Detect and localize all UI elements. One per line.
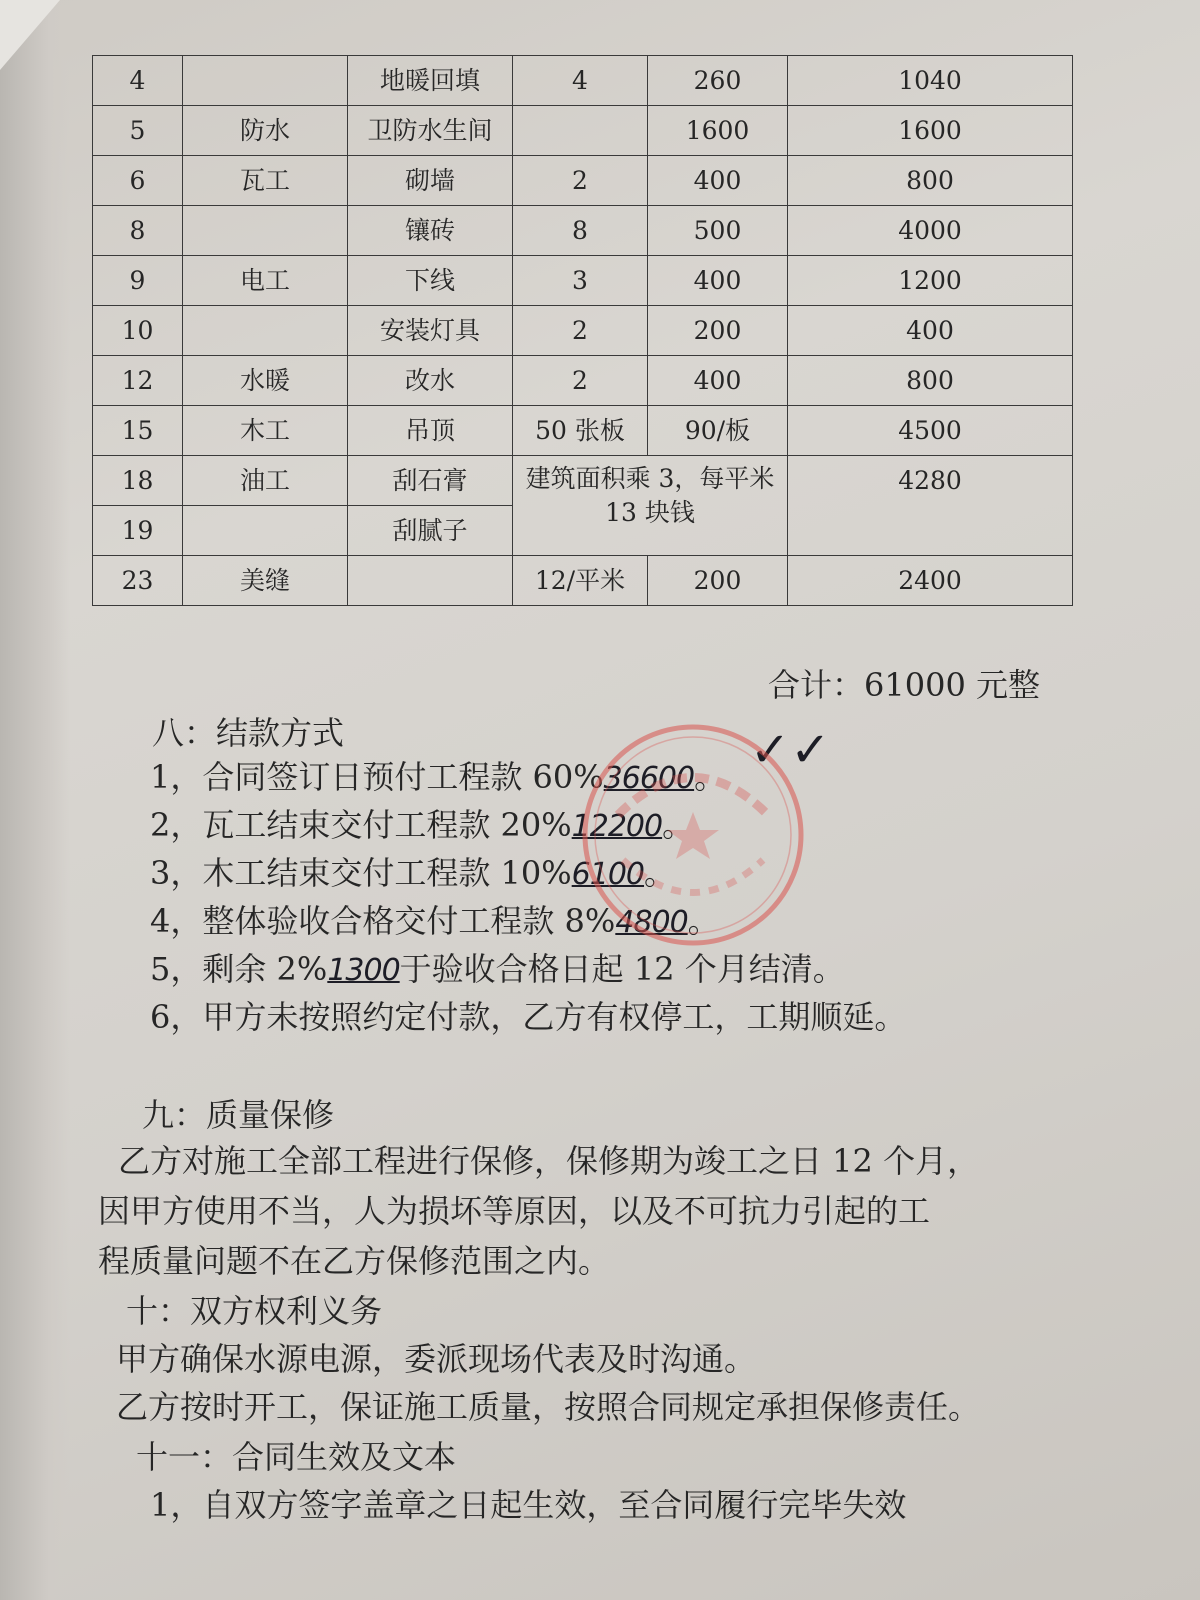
handwritten-amount: 12200 bbox=[571, 809, 663, 844]
table-row bbox=[93, 56, 1073, 106]
cell-trade: 水暖 bbox=[183, 356, 348, 406]
section-title-payment: 八：结款方式 bbox=[152, 714, 345, 752]
cell-item: 砌墙 bbox=[348, 156, 513, 206]
cell-qty: 2 bbox=[513, 306, 648, 356]
cell-item: 安装灯具 bbox=[348, 306, 513, 356]
payment-item-end: 。 bbox=[694, 758, 727, 796]
cell-price: 1600 bbox=[648, 106, 788, 156]
cell-qty: 8 bbox=[513, 206, 648, 256]
cell-qty: 4 bbox=[513, 56, 648, 106]
payment-item bbox=[150, 848, 676, 894]
payment-item-text: 1，合同签订日预付工程款 60% bbox=[150, 758, 604, 796]
cell-price: 200 bbox=[648, 556, 788, 606]
cell-item: 吊顶 bbox=[348, 406, 513, 456]
cell-qty: 3 bbox=[513, 256, 648, 306]
cell-trade bbox=[183, 506, 348, 556]
payment-item-text: 3，木工结束交付工程款 10% bbox=[150, 854, 572, 892]
cell-item: 下线 bbox=[348, 256, 513, 306]
cell-trade: 瓦工 bbox=[183, 156, 348, 206]
checkmark-icon: ✓✓ bbox=[750, 722, 831, 778]
section-title-rights: 十：双方权利义务 bbox=[126, 1292, 383, 1330]
payment-item-text: 5，剩余 2% bbox=[150, 950, 328, 988]
cell-no: 19 bbox=[93, 506, 183, 556]
cell-item: 卫防水生间 bbox=[348, 106, 513, 156]
cell-item: 镶砖 bbox=[348, 206, 513, 256]
payment-item-text: 2，瓦工结束交付工程款 20% bbox=[150, 806, 572, 844]
cell-trade bbox=[183, 56, 348, 106]
cell-trade bbox=[183, 206, 348, 256]
payment-item-end: 。 bbox=[662, 806, 695, 844]
cell-item: 刮腻子 bbox=[348, 506, 513, 556]
payment-item-end: 。 bbox=[644, 854, 677, 892]
payment-item-text: 4，整体验收合格交付工程款 8% bbox=[150, 902, 616, 940]
table-row bbox=[93, 356, 1073, 406]
cell-no: 9 bbox=[93, 256, 183, 306]
cell-qty bbox=[513, 106, 648, 156]
table-row bbox=[93, 156, 1073, 206]
table-row bbox=[93, 456, 1073, 506]
table-row bbox=[93, 106, 1073, 156]
handwritten-amount: 6100 bbox=[571, 857, 645, 892]
cell-no: 12 bbox=[93, 356, 183, 406]
cell-trade: 电工 bbox=[183, 256, 348, 306]
cell-qty: 2 bbox=[513, 356, 648, 406]
cell-no: 18 bbox=[93, 456, 183, 506]
cell-no: 4 bbox=[93, 56, 183, 106]
handwritten-amount: 4800 bbox=[615, 905, 688, 940]
cell-price: 400 bbox=[648, 356, 788, 406]
cost-table bbox=[92, 55, 1073, 606]
cell-trade: 美缝 bbox=[183, 556, 348, 606]
cell-no: 5 bbox=[93, 106, 183, 156]
cell-amount: 800 bbox=[788, 156, 1073, 206]
payment-item bbox=[150, 944, 845, 990]
payment-item bbox=[150, 992, 906, 1038]
cell-item bbox=[348, 556, 513, 606]
table-row bbox=[93, 206, 1073, 256]
handwritten-amount: 1300 bbox=[327, 953, 400, 988]
cell-qty-price-merged: 建筑面积乘 3，每平米 13 块钱 bbox=[513, 456, 788, 556]
total-amount: 合计：61000 元整 bbox=[768, 666, 1040, 704]
cell-amount: 800 bbox=[788, 356, 1073, 406]
cell-no: 10 bbox=[93, 306, 183, 356]
cell-price: 500 bbox=[648, 206, 788, 256]
payment-item-text: 6，甲方未按照约定付款，乙方有权停工，工期顺延。 bbox=[150, 998, 907, 1036]
page-shadow bbox=[0, 0, 70, 1600]
cell-qty: 12/平米 bbox=[513, 556, 648, 606]
table-row bbox=[93, 406, 1073, 456]
cell-amount: 1200 bbox=[788, 256, 1073, 306]
table-row bbox=[93, 256, 1073, 306]
cell-no: 8 bbox=[93, 206, 183, 256]
cell-amount: 4000 bbox=[788, 206, 1073, 256]
table-row bbox=[93, 556, 1073, 606]
cell-amount: 4500 bbox=[788, 406, 1073, 456]
cell-item: 刮石膏 bbox=[348, 456, 513, 506]
cell-trade: 木工 bbox=[183, 406, 348, 456]
cell-amount: 1600 bbox=[788, 106, 1073, 156]
cell-trade: 防水 bbox=[183, 106, 348, 156]
paragraph-line: 程质量问题不在乙方保修范围之内。 bbox=[98, 1242, 611, 1280]
paragraph-line: 乙方按时开工，保证施工质量，按照合同规定承担保修责任。 bbox=[116, 1388, 981, 1426]
payment-item bbox=[150, 896, 720, 942]
cell-amount: 2400 bbox=[788, 556, 1073, 606]
paragraph-line: 甲方确保水源电源，委派现场代表及时沟通。 bbox=[116, 1340, 757, 1378]
cell-trade bbox=[183, 306, 348, 356]
cell-price: 260 bbox=[648, 56, 788, 106]
cell-no: 15 bbox=[93, 406, 183, 456]
cell-trade: 油工 bbox=[183, 456, 348, 506]
page-corner bbox=[0, 0, 60, 70]
cell-item: 改水 bbox=[348, 356, 513, 406]
cell-no: 23 bbox=[93, 556, 183, 606]
paragraph-line: 乙方对施工全部工程进行保修，保修期为竣工之日 12 个月， bbox=[118, 1142, 980, 1180]
section-title-warranty: 九：质量保修 bbox=[142, 1096, 335, 1134]
cell-price: 200 bbox=[648, 306, 788, 356]
handwritten-amount: 36600 bbox=[603, 761, 695, 796]
cell-amount: 4280 bbox=[788, 456, 1073, 556]
payment-item bbox=[150, 752, 726, 798]
cell-amount: 400 bbox=[788, 306, 1073, 356]
table-row bbox=[93, 306, 1073, 356]
paragraph-line: 1，自双方签字盖章之日起生效，至合同履行完毕失效 bbox=[150, 1486, 907, 1524]
cell-qty: 50 张板 bbox=[513, 406, 648, 456]
payment-item bbox=[150, 800, 694, 846]
cell-qty: 2 bbox=[513, 156, 648, 206]
cell-item: 地暖回填 bbox=[348, 56, 513, 106]
cell-price: 400 bbox=[648, 256, 788, 306]
payment-item-end: 于验收合格日起 12 个月结清。 bbox=[399, 950, 845, 988]
cell-no: 6 bbox=[93, 156, 183, 206]
payment-item-end: 。 bbox=[687, 902, 720, 940]
paragraph-line: 因甲方使用不当，人为损坏等原因，以及不可抗力引起的工 bbox=[98, 1192, 931, 1230]
cell-price: 400 bbox=[648, 156, 788, 206]
section-title-effect: 十一：合同生效及文本 bbox=[136, 1438, 457, 1476]
cell-amount: 1040 bbox=[788, 56, 1073, 106]
cell-price: 90/板 bbox=[648, 406, 788, 456]
